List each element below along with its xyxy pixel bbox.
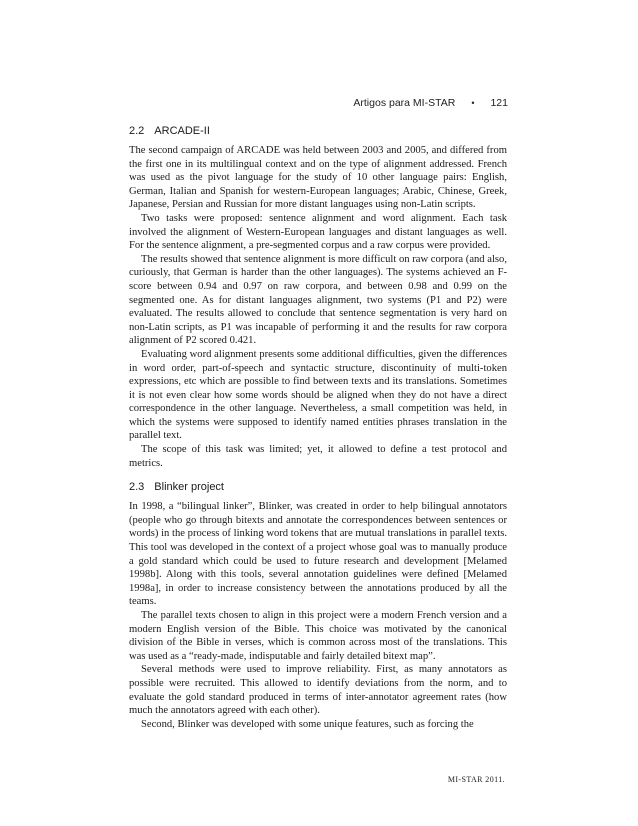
paragraph: Second, Blinker was developed with some unique features, such as forcing the — [141, 718, 474, 730]
paragraph: In 1998, a “bilingual linker”, Blinker, was created in order to help bilingual annotators (people who go through bitexts and annotate the correspondences between sentences or words) in the process of linking word tokens that are mutual translations in parallel texts. This tool was developed in the context of a project whose goal was to manually produce a gold standard which could be used to future research and development [Melamed 1998b]. Along with this tools, several annotation guidelines were defined [Melamed 1998a], in order to increase consistency between the annotations produced by all the teams. — [129, 501, 507, 608]
section-heading-arcade-ii — [129, 124, 507, 138]
paragraph: The scope of this task was limited; yet, it allowed to define a test protocol and metrics. — [129, 444, 507, 469]
paragraph: Two tasks were proposed: sentence alignment and word alignment. Each task involved the alignment of Western-European languages and distant languages as well. For the sentence alignment, a pre-segmented corpus and a raw corpus were provided. — [129, 212, 507, 252]
paragraph: The parallel texts chosen to align in this project were a modern French version and a modern English version of the Bible. This choice was motivated by the canonical division of the Bible in verses, which is common across most of the translations. This was used as a “ready-made, indisputable and fairly detailed bitext map”. — [129, 610, 507, 662]
paragraph: Evaluating word alignment presents some additional difficulties, given the differences in word order, part-of-speech and syntactic structure, discontinuity of multi-token expressions, etc which are possible to find between texts and its translations. Sometimes it is not even clear how some words should be aligned when they do not have a direct correspondence in the other language. Nevertheless, a small competition was held, in which the systems were supposed to identify named entities phrases translation in the parallel text. — [129, 348, 507, 442]
paragraph: The results showed that sentence alignment is more difficult on raw corpora (and also, curiously, that German is harder than the other languages). The systems achieved an F-score between 0.94 and 0.97 on raw corpora, and between 0.98 and 0.99 on the segmented one. As for distant languages alignment, two systems (P1 and P2) were evaluated. The results allowed to conclude that sentence segmentation is very hard on non-Latin scripts, as P1 was incapable of performing it and the results for raw corpora alignment of P2 scored 0.421. — [129, 253, 507, 347]
page-footer: MI-STAR 2011. — [447, 775, 505, 784]
section-number: 2.3 — [129, 481, 145, 494]
paragraph: Several methods were used to improve reliability. First, as many annotators as possible were recruited. This allowed to identify deviations from the norm, and to evaluate the gold standard produced in terms of inter-annotator agreement rates (how much the annotators agreed with each other). — [129, 664, 507, 717]
section-heading-blinker-project — [129, 480, 507, 494]
paragraph: The second campaign of ARCADE was held between 2003 and 2005, and differed from the first one in its multilingual context and on the type of alignment addressed. French was used as the pivot language for the study of 10 other language pairs: English, German, Italian and Spanish for western-European languages; Arabic, Chinese, Greek, Japanese, Persian and Russian for more distant languages using non-Latin scripts. — [129, 145, 507, 211]
running-header — [353, 97, 508, 109]
header-separator: • — [471, 98, 475, 108]
section-number: 2.2 — [129, 125, 145, 137]
running-title: Artigos para MI-STAR — [353, 97, 456, 109]
section-title: ARCADE-II — [154, 125, 210, 137]
section-title: Blinker project — [154, 481, 224, 494]
page-number: 121 — [490, 97, 508, 109]
page-body — [129, 118, 507, 731]
